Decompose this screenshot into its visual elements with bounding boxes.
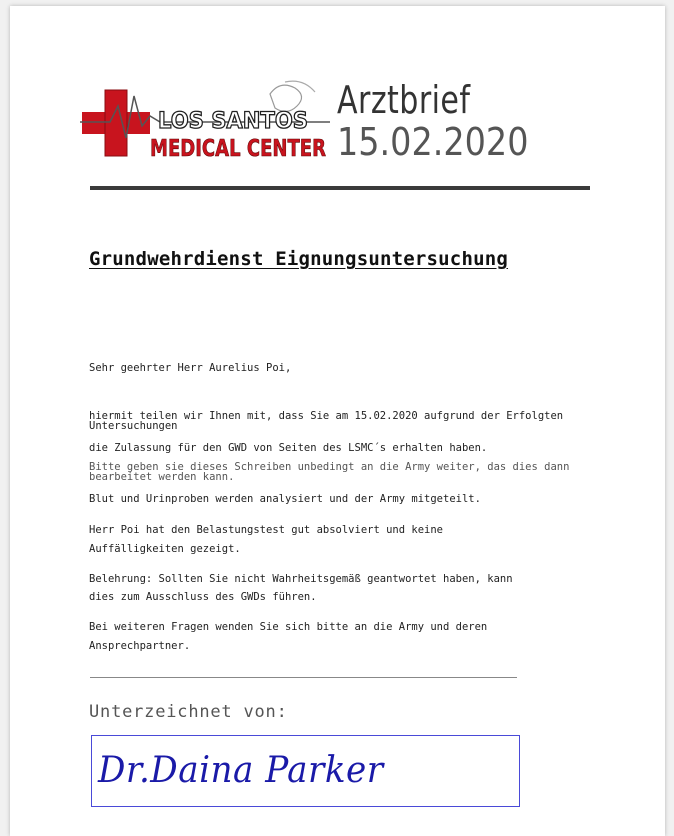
paragraph-5-line-2: Auffälligkeiten gezeigt. xyxy=(89,543,241,555)
document-date: 15.02.2020 xyxy=(337,120,529,164)
signed-by-label: Unterzeichnet von: xyxy=(89,702,288,722)
paragraph-6-line-2: dies zum Ausschluss des GWDs führen. xyxy=(89,591,317,603)
lsmc-logo xyxy=(80,76,330,168)
header-divider xyxy=(90,186,590,190)
paragraph-1: hiermit teilen wir Ihnen mit, dass Sie am 15.02.2020 aufgrund der Erfolgten Untersuchungen xyxy=(89,410,564,432)
paragraph-2: die Zulassung für den GWD von Seiten des LSMC´s erhalten haben. xyxy=(89,442,488,454)
subject-heading: Grundwehrdienst Eignungsuntersuchung xyxy=(89,248,509,270)
paragraph-4: Blut und Urinproben werden analysiert und der Army mitgeteilt. xyxy=(89,493,481,505)
paragraph-6-line-1: Belehrung: Sollten Sie nicht Wahrheitsgemäß geantwortet haben, kann xyxy=(89,573,513,585)
paragraph-5-line-1: Herr Poi hat den Belastungstest gut absolviert und keine xyxy=(89,524,444,536)
paragraph-7-line-2: Ansprechpartner. xyxy=(89,640,191,652)
logo-text-line2: MEDICAL CENTER xyxy=(150,136,327,162)
document-page xyxy=(10,6,665,836)
document-title: Arztbrief xyxy=(337,78,471,122)
signature-divider xyxy=(90,677,517,678)
paragraph-3: Bitte geben sie dieses Schreiben unbedingt an die Army weiter, das dies dann bearbeitet werden kann. xyxy=(89,461,570,483)
signature-name: Dr.Daina Parker xyxy=(98,750,384,791)
paragraph-7-line-1: Bei weiteren Fragen wenden Sie sich bitte an die Army und deren xyxy=(89,621,488,633)
salutation: Sehr geehrter Herr Aurelius Poi, xyxy=(89,362,292,374)
logo-text-line1: LOS SANTOS xyxy=(158,109,308,134)
